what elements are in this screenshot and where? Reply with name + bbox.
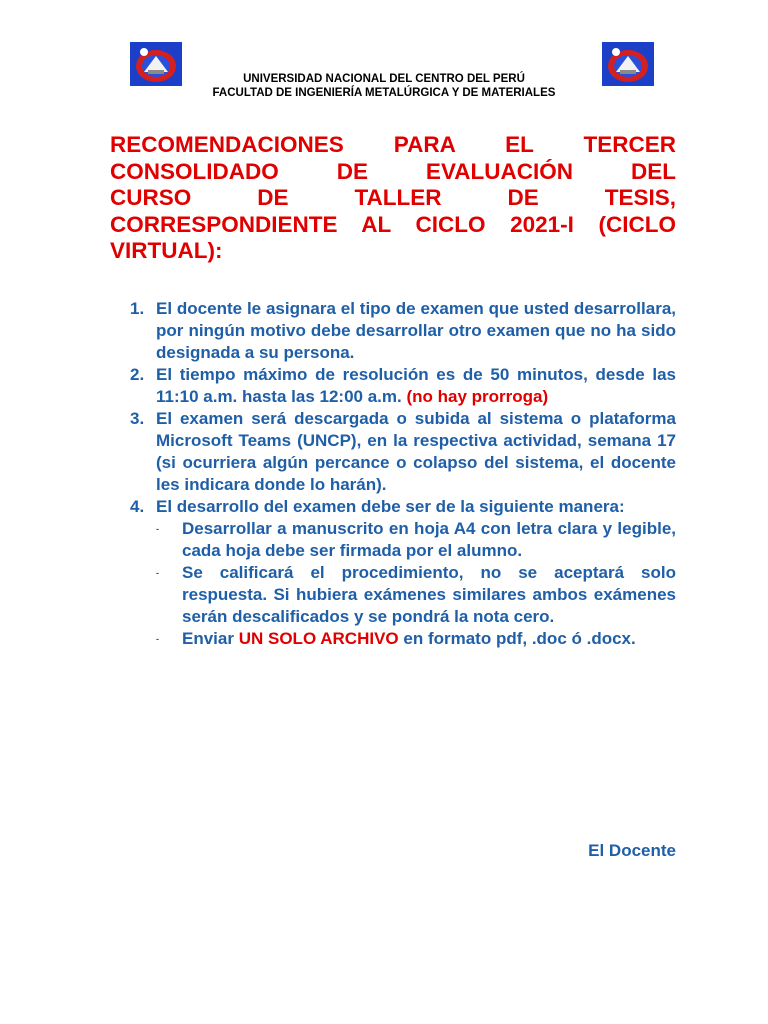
sub-item — [156, 518, 676, 562]
sub-item — [156, 628, 676, 650]
sub-item — [156, 562, 676, 628]
sub-item-text-post: en formato pdf, .doc ó .docx. — [403, 629, 636, 648]
dash-bullet: - — [156, 634, 159, 644]
sub-list — [156, 518, 676, 650]
list-item — [130, 298, 676, 364]
faculty-name: FACULTAD DE INGENIERÍA METALÚRGICA Y DE MATERIALES — [212, 87, 556, 99]
document-title — [110, 132, 676, 265]
item-number: 2. — [130, 365, 145, 384]
item-number: 1. — [130, 299, 145, 318]
dash-bullet: - — [156, 568, 159, 578]
signature: El Docente — [588, 841, 676, 860]
item-highlight: (no hay prorroga) — [406, 387, 549, 406]
sub-item-text: Desarrollar a manuscrito en hoja A4 con letra clara y legible, cada hoja debe ser firmada por el alumno. — [182, 519, 676, 560]
item-text: El docente le asignara el tipo de examen que usted desarrollara, por ningún motivo debe desarrollar otro examen que no ha sido designada a su persona. — [156, 299, 676, 362]
item-number: 3. — [130, 409, 145, 428]
item-text: El desarrollo del examen debe ser de la siguiente manera: — [156, 497, 625, 516]
list-item — [130, 408, 676, 496]
document-header — [0, 72, 768, 100]
recommendations-list — [130, 298, 676, 650]
title-line: RECOMENDACIONES PARA EL TERCER — [110, 132, 676, 157]
list-item — [130, 364, 676, 408]
item-number: 4. — [130, 497, 145, 516]
university-name: UNIVERSIDAD NACIONAL DEL CENTRO DEL PERÚ — [243, 73, 525, 85]
title-line: VIRTUAL): — [110, 238, 223, 263]
title-line: CONSOLIDADO DE EVALUACIÓN DEL — [110, 158, 676, 184]
title-line: CURSO DE TALLER DE TESIS, — [110, 185, 676, 210]
dash-bullet: - — [156, 524, 159, 534]
item-text: El examen será descargada o subida al sistema o plataforma Microsoft Teams (UNCP), en la respectiva actividad, semana 17 (si ocurriera algún percance o colapso del sistema, el docente les indicara donde lo harán). — [156, 409, 676, 494]
item-text: El tiempo máximo de resolución es de 50 minutos, desde las 11:10 a.m. hasta las 12:00 a.m. — [156, 365, 676, 406]
sub-item-text: Se calificará el procedimiento, no se aceptará solo respuesta. Si hubiera exámenes similares ambos exámenes serán descalificados y se pondrá la nota cero. — [182, 563, 676, 626]
title-line: CORRESPONDIENTE AL CICLO 2021-I (CICLO — [110, 211, 676, 237]
sub-item-highlight: UN SOLO ARCHIVO — [238, 629, 399, 648]
sub-item-text-pre: Enviar — [182, 629, 234, 648]
list-item — [130, 496, 676, 650]
